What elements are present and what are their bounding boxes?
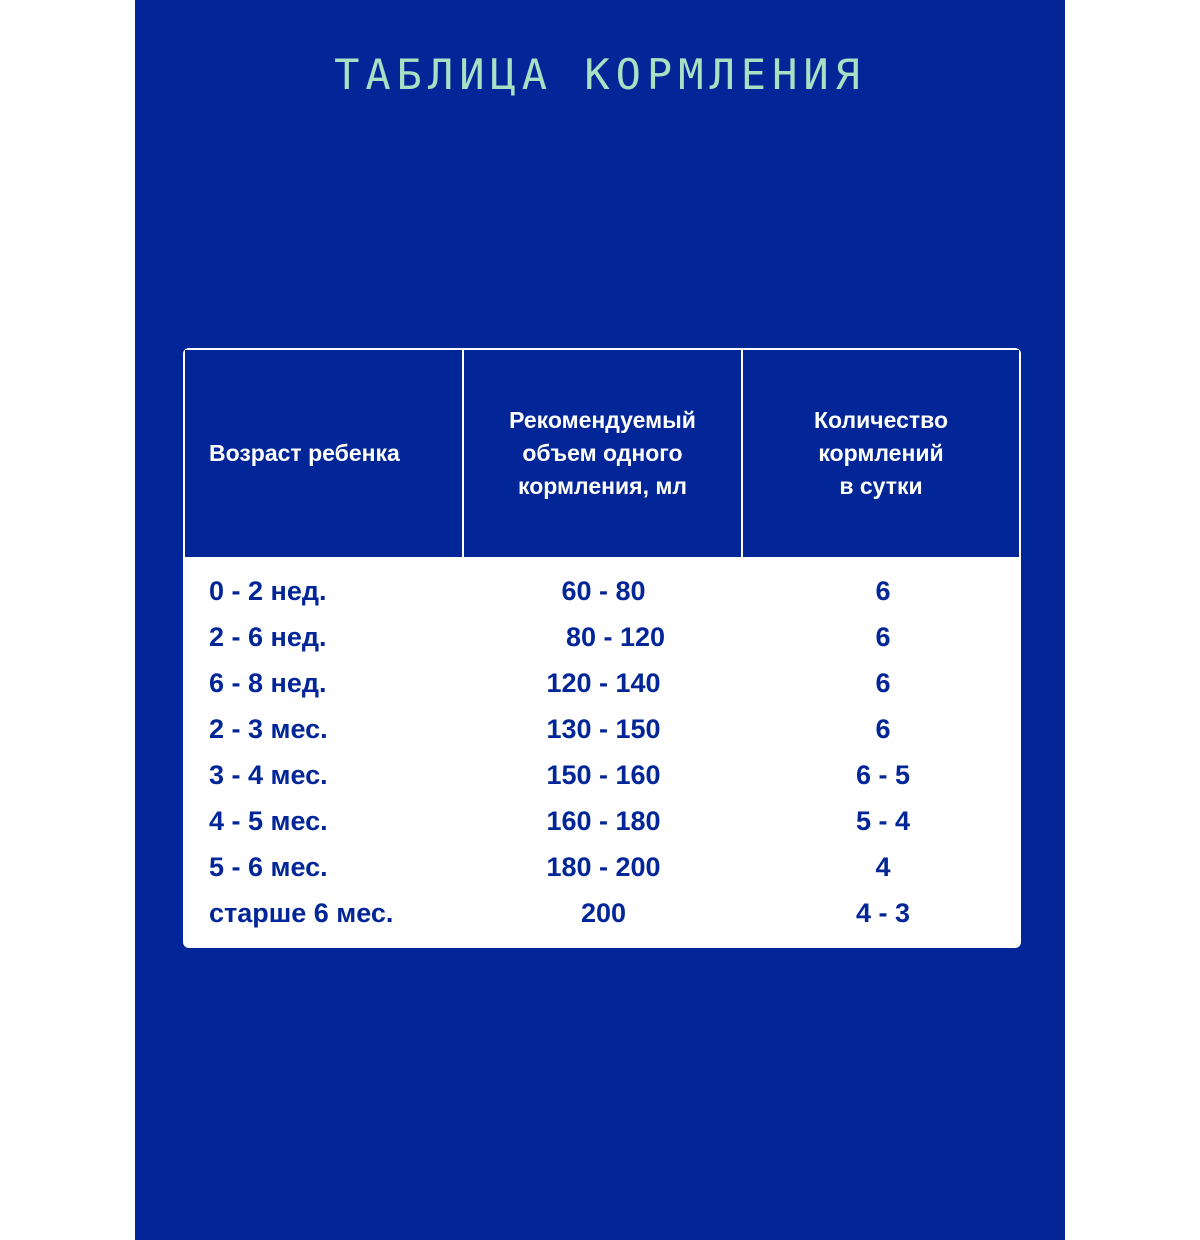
cell-age: 0 - 2 нед.: [209, 576, 327, 606]
cell-volume: 80 - 120: [565, 622, 666, 652]
table-row: [183, 755, 1021, 801]
cell-age: 2 - 3 мес.: [209, 714, 328, 744]
table-header: [183, 348, 1021, 557]
table-row: [183, 663, 1021, 709]
table-row: [183, 801, 1021, 847]
cell-count: 6: [875, 668, 891, 698]
cell-volume: 150 - 160: [546, 760, 661, 790]
header-label-volume: Рекомендуемый объем одного кормления, мл: [509, 407, 696, 499]
cell-count: 4: [875, 852, 891, 882]
cell-count: 4 - 3: [855, 898, 911, 928]
cell-count: 6 - 5: [855, 760, 911, 790]
cell-age: 5 - 6 мес.: [209, 852, 328, 882]
cell-age: 2 - 6 нед.: [209, 622, 327, 652]
table-row: [183, 847, 1021, 893]
table-row: [183, 709, 1021, 755]
header-cell-count: [741, 348, 1021, 557]
header-cell-volume: [462, 348, 741, 557]
cell-age: 4 - 5 мес.: [209, 806, 328, 836]
table-row: [183, 571, 1021, 617]
table-row: [183, 617, 1021, 663]
cell-volume: 200: [580, 898, 627, 928]
cell-age: старше 6 мес.: [209, 898, 394, 928]
table-body: [183, 571, 1021, 939]
page-title: ТАБЛИЦА КОРМЛЕНИЯ: [334, 50, 866, 99]
table-row: [183, 893, 1021, 939]
cell-volume: 180 - 200: [546, 852, 661, 882]
cell-volume: 120 - 140: [546, 668, 661, 698]
feeding-table: [183, 348, 1021, 948]
header-cell-age: [183, 348, 462, 557]
cell-count: 5 - 4: [855, 806, 911, 836]
cell-volume: 130 - 150: [546, 714, 661, 744]
cell-count: 6: [875, 714, 891, 744]
cell-volume: 60 - 80: [561, 576, 646, 606]
cell-count: 6: [875, 622, 891, 652]
cell-volume: 160 - 180: [546, 806, 661, 836]
header-label-count: Количество кормлений в сутки: [813, 407, 949, 499]
cell-age: 3 - 4 мес.: [209, 760, 328, 790]
background-panel: [135, 0, 1065, 1240]
header-label-age: Возраст ребенка: [209, 440, 400, 466]
cell-age: 6 - 8 нед.: [209, 668, 327, 698]
cell-count: 6: [875, 576, 891, 606]
